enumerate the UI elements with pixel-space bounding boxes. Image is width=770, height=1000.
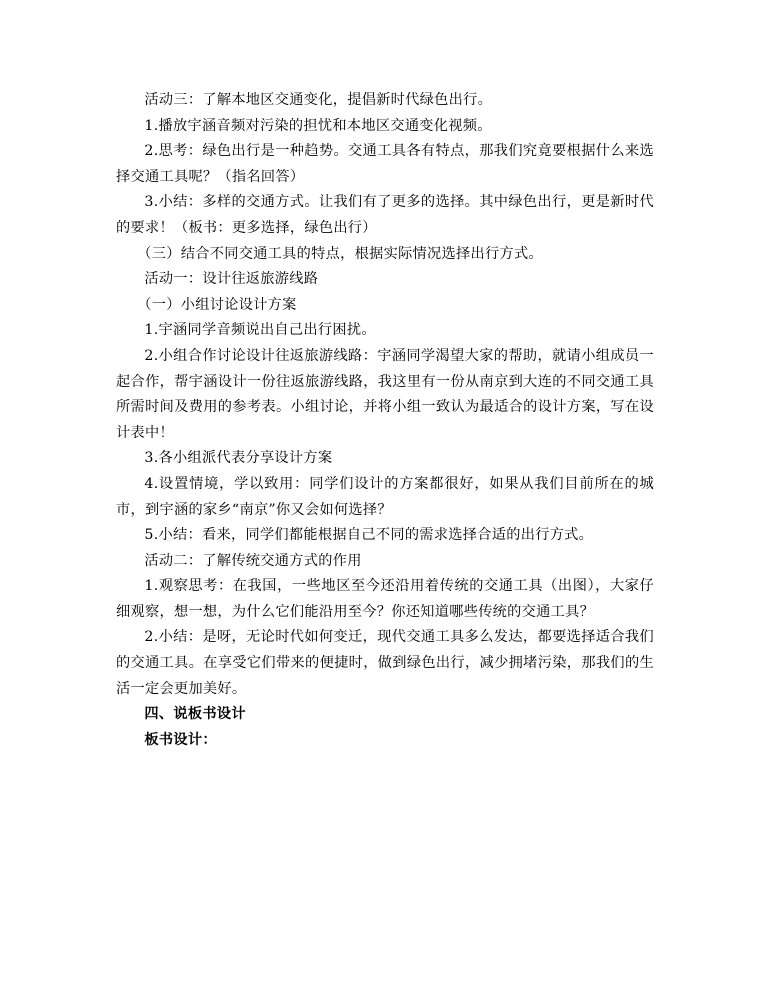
paragraph-section-4-heading: 四、说板书设计: [144, 706, 246, 723]
paragraph-set-situation: 4.设置情境，学以致用：同学们设计的方案都很好，如果从我们目前所在的城市，到宇涵的家乡“南京”你又会如何选择？: [116, 475, 654, 518]
paragraph-observe-think: 1.观察思考：在我国，一些地区至今还沿用着传统的交通工具（出图），大家仔细观察，想一想，为什么它们能沿用至今？你还知道哪些传统的交通工具？: [116, 578, 654, 620]
paragraph-group-design-route: 2.小组合作讨论设计往返旅游线路：宇涵同学渴望大家的帮助，就请小组成员一起合作，帮宇涵设计一份往返旅游线路，我这里有一份从南京到大连的不同交通工具所需时间及费用的参考表。小组讨论，并将小组一致认为最适合的设计方案，写在设计表中！: [116, 347, 654, 441]
paragraph-board-design-label: 板书设计：: [144, 731, 217, 748]
paragraph-group-discussion-heading: （一）小组讨论设计方案: [137, 296, 297, 313]
paragraph-activity-2-title: 活动二：了解传统交通方式的作用: [144, 552, 362, 569]
paragraph-summary-traditional: 2.小结：是呀，无论时代如何变迁，现代交通工具多么发达，都要选择适合我们的交通工具。在享受它们带来的便捷时，做到绿色出行，减少拥堵污染，那我们的生活一定会更加美好。: [116, 629, 654, 697]
document-page: [116, 88, 654, 753]
paragraph-activity-3-title: 活动三：了解本地区交通变化，提倡新时代绿色出行。: [144, 92, 493, 108]
paragraph-play-audio: 1.播放宇涵音频对污染的担忧和本地区交通变化视频。: [144, 117, 492, 134]
paragraph-think-green-travel: 2.思考：绿色出行是一种趋势。交通工具各有特点，那我们究竟要根据什么来选择交通工具呢？（指名回答）: [116, 143, 654, 185]
paragraph-share-plan: 3.各小组派代表分享设计方案: [144, 450, 333, 467]
paragraph-section-3-heading: （三）结合不同交通工具的特点，根据实际情况选择出行方式。: [137, 245, 543, 262]
paragraph-summary-needs: 5.小结：看来，同学们都能根据自己不同的需求选择合适的出行方式。: [144, 527, 594, 544]
paragraph-summary-options: 3.小结：多样的交通方式。让我们有了更多的选择。其中绿色出行，更是新时代的要求！（板书：更多选择，绿色出行）: [116, 194, 654, 236]
paragraph-activity-1-title: 活动一：设计往返旅游线路: [144, 271, 319, 288]
paragraph-audio-trouble: 1.宇涵同学音频说出自己出行困扰。: [144, 322, 376, 339]
